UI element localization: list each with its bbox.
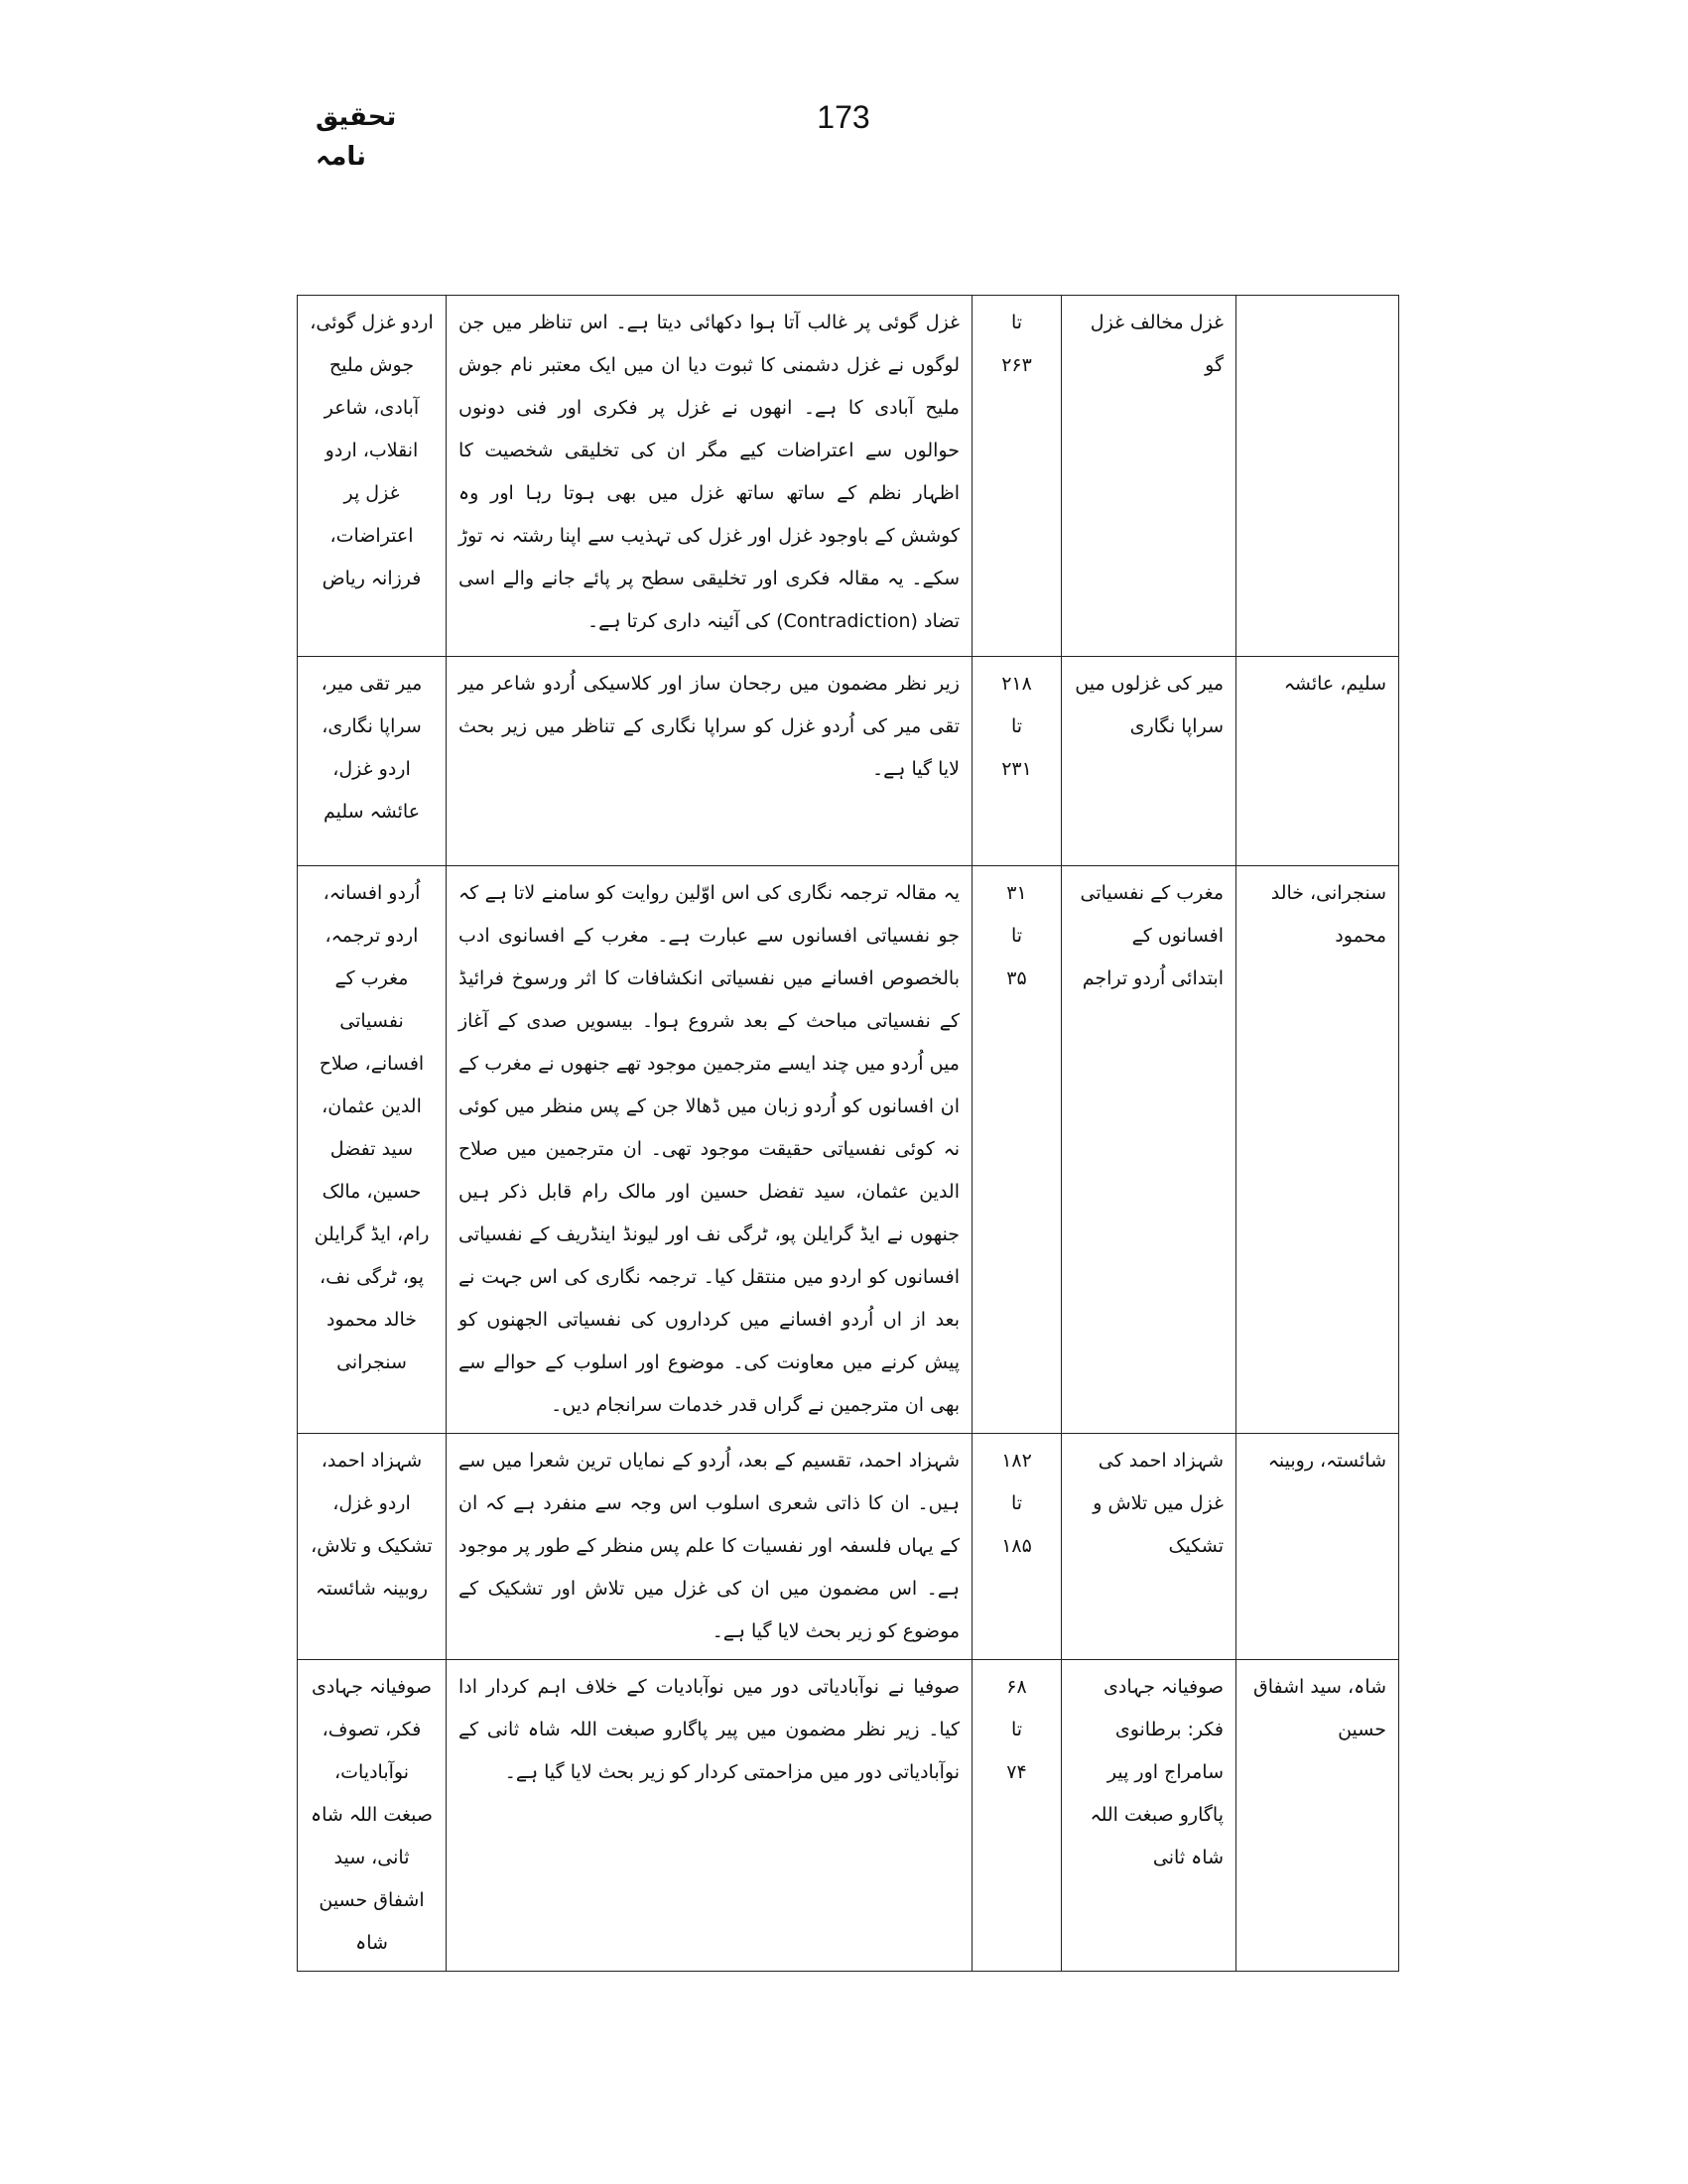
title-cell: صوفیانہ جہادی فکر: برطانوی سامراج اور پیر پاگارو صبغت اللہ شاہ ثانی [1062, 1660, 1236, 1972]
abstract-cell: شہزاد احمد، تقسیم کے بعد، اُردو کے نمایاں ترین شعرا میں سے ہیں۔ ان کا ذاتی شعری اسلوب اس وجہ سے منفرد ہے کہ ان کے یہاں فلسفہ اور نفسیات کا علم پس منظر کے طور پر موجود ہے۔ اس مضمون میں ان کی غزل میں تلاش اور تشکیک کے موضوع کو زیر بحث لایا گیا ہے۔ [447, 1434, 973, 1660]
keywords-cell: اُردو افسانہ، اردو ترجمہ، مغرب کے نفسیاتی افسانے، صلاح الدین عثمان، سید تفضل حسین، مالک رام، ایڈ گرایلن پو، ٹرگی نف، خالد محمود سنجرانی [298, 866, 447, 1434]
table-row [298, 866, 1399, 1434]
page-from: ۲۱۸ [1001, 673, 1032, 695]
pages-cell [973, 866, 1062, 1434]
title-cell: مغرب کے نفسیاتی افسانوں کے ابتدائی اُردو تراجم [1062, 866, 1236, 1434]
page-separator: تا [1010, 1719, 1023, 1740]
abstract-cell: یہ مقالہ ترجمہ نگاری کی اس اوّلین روایت کو سامنے لاتا ہے کہ جو نفسیاتی افسانوں سے عبارت ہے۔ مغرب کے افسانوی ادب بالخصوص افسانے میں نفسیاتی انکشافات کا اثر ورسوخ فرائیڈ کے نفسیاتی مباحث کے بعد شروع ہوا۔ بیسویں صدی کے آغاز میں اُردو میں چند ایسے مترجمین موجود تھے جنھوں نے مغرب کے ان افسانوں کو اُردو زبان میں ڈھالا جن کے پس منظر میں کوئی نہ کوئی نفسیاتی حقیقت موجود تھی۔ ان مترجمین میں صلاح الدین عثمان، سید تفضل حسین اور مالک رام قابل ذکر ہیں جنھوں نے ایڈ گرایلن پو، ٹرگی نف اور لیونڈ اینڈریف کے نفسیاتی افسانوں کو اردو میں منتقل کیا۔ ترجمہ نگاری کی اس جہت نے بعد از اں اُردو افسانے میں کرداروں کی نفسیاتی الجھنوں کو پیش کرنے میں معاونت کی۔ موضوع اور اسلوب کے حوالے سے بھی ان مترجمین نے گراں قدر خدمات سرانجام دیں۔ [447, 866, 973, 1434]
page-to: ۱۸۵ [1001, 1535, 1032, 1557]
author-cell [1236, 296, 1399, 657]
page-to: ۷۴ [1006, 1761, 1027, 1783]
article-index-table [297, 295, 1399, 1972]
pages-cell [973, 1660, 1062, 1972]
table-row [298, 296, 1399, 657]
page-from: تا [1010, 312, 1023, 333]
page-number: 173 [817, 99, 870, 135]
keywords-cell: شہزاد احمد، اردو غزل، تشکیک و تلاش، روبینہ شائستہ [298, 1434, 447, 1660]
author-cell: سنجرانی، خالد محمود [1236, 866, 1399, 1434]
author-cell: شائستہ، روبینہ [1236, 1434, 1399, 1660]
title-cell: غزل مخالف غزل گو [1062, 296, 1236, 657]
page-from: ۳۱ [1006, 882, 1027, 904]
abstract-cell: زیر نظر مضمون میں رجحان ساز اور کلاسیکی اُردو شاعر میر تقی میر کی اُردو غزل کو سراپا نگاری کے تناظر میں زیر بحث لایا گیا ہے۔ [447, 657, 973, 866]
page-separator: ۲۶۳ [1001, 354, 1032, 376]
title-cell: شہزاد احمد کی غزل میں تلاش و تشکیک [1062, 1434, 1236, 1660]
keywords-cell: اردو غزل گوئی، جوش ملیح آبادی، شاعر انقلاب، اردو غزل پر اعتراضات، فرزانہ ریاض [298, 296, 447, 657]
abstract-cell: غزل گوئی پر غالب آتا ہوا دکھائی دیتا ہے۔ اس تناظر میں جن لوگوں نے غزل دشمنی کا ثبوت دیا ان میں ایک معتبر نام جوش ملیح آبادی کا ہے۔ انھوں نے غزل پر فکری اور فنی دونوں حوالوں سے اعتراضات کیے مگر ان کی تخلیقی شخصیت کا اظہار نظم کے ساتھ ساتھ غزل میں بھی ہوتا رہا اور وہ کوشش کے باوجود غزل اور غزل کی تہذیب سے اپنا رشتہ نہ توڑ سکے۔ یہ مقالہ فکری اور تخلیقی سطح پر پائے جانے والے اسی تضاد (Contradiction) کی آئینہ داری کرتا ہے۔ [447, 296, 973, 657]
pages-cell [973, 657, 1062, 866]
author-cell: شاہ، سید اشفاق حسین [1236, 1660, 1399, 1972]
table-row [298, 1434, 1399, 1660]
pages-cell [973, 1434, 1062, 1660]
abstract-cell: صوفیا نے نوآبادیاتی دور میں نوآبادیات کے خلاف اہم کردار ادا کیا۔ زیر نظر مضمون میں پیر پاگارو صبغت اللہ شاہ ثانی کے نوآبادیاتی دور میں مزاحمتی کردار کو زیر بحث لایا گیا ہے۔ [447, 1660, 973, 1972]
page-to: ۲۳۱ [1001, 758, 1032, 780]
keywords-cell: صوفیانہ جہادی فکر، تصوف، نوآبادیات، صبغت اللہ شاہ ثانی، سید اشفاق حسین شاہ [298, 1660, 447, 1972]
author-cell: سلیم، عائشہ [1236, 657, 1399, 866]
keywords-cell: میر تقی میر، سراپا نگاری، اردو غزل، عائشہ سلیم [298, 657, 447, 866]
title-cell: میر کی غزلوں میں سراپا نگاری [1062, 657, 1236, 866]
journal-title: تحقیق نامہ [316, 102, 397, 172]
page-separator: تا [1010, 925, 1023, 947]
page-separator: تا [1010, 1492, 1023, 1514]
page-from: ۱۸۲ [1001, 1450, 1032, 1472]
page-to: ۳۵ [1006, 967, 1027, 989]
table-row [298, 657, 1399, 866]
table-row [298, 1660, 1399, 1972]
page-from: ۶۸ [1006, 1676, 1027, 1698]
pages-cell [973, 296, 1062, 657]
page-separator: تا [1010, 715, 1023, 737]
